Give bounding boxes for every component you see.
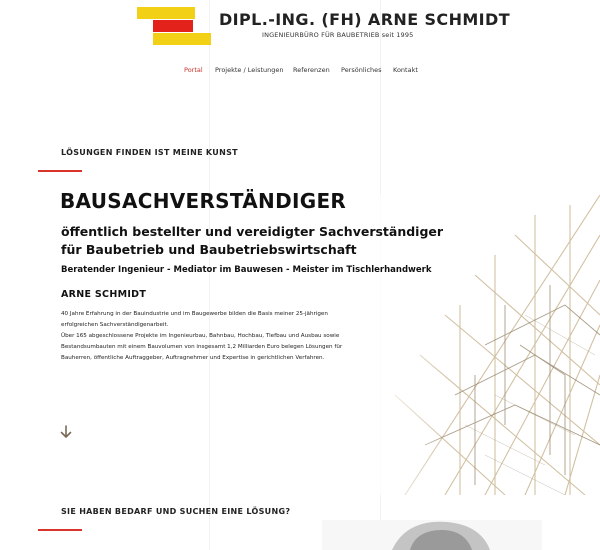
bio-line: Über 165 abgeschlossene Projekte im Ingenieurbau, Bahnbau, Hochbau, Tiefbau und Ausbau sowie <box>61 333 340 339</box>
arrow-down-icon[interactable] <box>60 425 72 439</box>
hero-headline: BAUSACHVERSTÄNDIGER <box>60 189 347 213</box>
nav-item-projekte[interactable]: Projekte / Leistungen <box>215 66 284 74</box>
bio-line: Bauherren, öffentliche Auftraggeber, Auftragnehmer und Expertise in gerichtlichen Verfahren. <box>61 355 325 361</box>
hero-roles: Beratender Ingenieur - Mediator im Bauwesen - Meister im Tischlerhandwerk <box>61 265 432 275</box>
nav-item-persoenliches[interactable]: Persönliches <box>341 66 382 74</box>
bio-line: Bestandsumbauten mit einem Bauvolumen von insgesamt 1,2 Milliarden Euro belegen Lösungen für <box>61 344 343 350</box>
person-name: ARNE SCHMIDT <box>61 289 147 300</box>
hero-subheading <box>61 223 443 259</box>
accent-divider <box>38 170 82 172</box>
brand-title[interactable]: DIPL.-ING. (FH) ARNE SCHMIDT <box>219 10 511 29</box>
brand-subtitle: INGENIEURBÜRO FÜR BAUBETRIEB seit 1995 <box>262 31 414 39</box>
hero-tagline: LÖSUNGEN FINDEN IST MEINE KUNST <box>61 148 238 157</box>
main-nav <box>0 66 600 78</box>
subheading-line: für Baubetrieb und Baubetriebswirtschaft <box>61 242 357 257</box>
grid-line <box>209 0 210 550</box>
accent-divider <box>38 529 82 531</box>
section-title: SIE HABEN BEDARF UND SUCHEN EINE LÖSUNG? <box>61 507 291 516</box>
nav-item-kontakt[interactable]: Kontakt <box>393 66 418 74</box>
bio-line: erfolgreichen Sachverständigenarbeit. <box>61 322 169 328</box>
nav-item-portal[interactable]: Portal <box>184 66 203 74</box>
portrait-photo <box>322 520 542 550</box>
bio-text <box>61 309 391 364</box>
bio-line: 40 Jahre Erfahrung in der Bauindustrie und im Baugewerbe bilden die Basis meiner 25-jährigen <box>61 311 328 317</box>
subheading-line: öffentlich bestellter und vereidigter Sachverständiger <box>61 224 444 239</box>
nav-item-referenzen[interactable]: Referenzen <box>293 66 330 74</box>
company-logo[interactable] <box>137 7 211 45</box>
